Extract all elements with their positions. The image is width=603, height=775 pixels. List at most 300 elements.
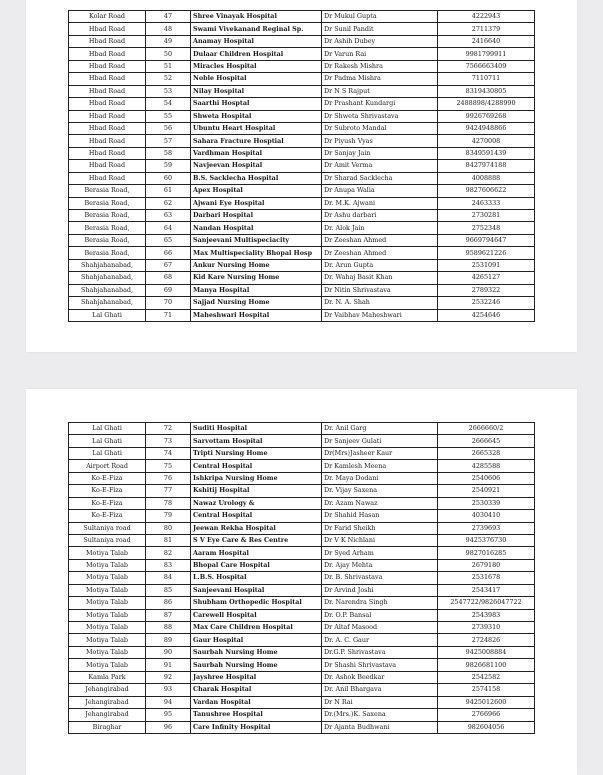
- phone-number-cell: 2531091: [438, 259, 535, 271]
- hospital-name-cell: Anamay Hospital: [191, 35, 322, 47]
- area-cell: Hbad Road: [69, 73, 146, 85]
- area-cell: Lal Ghati: [69, 423, 146, 435]
- doctor-name-cell: Dr Shahid Hasan: [322, 510, 438, 522]
- area-cell: Hbad Road: [69, 98, 146, 110]
- hospital-name-cell: Swami Vivekanand Reginal Sp.: [191, 23, 322, 35]
- area-cell: Lal Ghati: [69, 435, 146, 447]
- table-row: [69, 309, 535, 321]
- phone-number-cell: 2766966: [438, 709, 535, 721]
- phone-number-cell: 9425376730: [438, 534, 535, 546]
- table-row: [69, 222, 535, 234]
- hospital-name-cell: Jeewan Rekha Hospital: [191, 522, 322, 534]
- phone-number-cell: 2540606: [438, 472, 535, 484]
- area-cell: Motiya Talab: [69, 659, 146, 671]
- hospital-table-1: [68, 10, 535, 322]
- doctor-name-cell: Dr Vaibhav Maheshwari: [322, 309, 438, 321]
- doctor-name-cell: Dr. B. Shrivastava: [322, 572, 438, 584]
- doctor-name-cell: Dr Ajanta Budhwani: [322, 721, 438, 733]
- area-cell: Berasia Road,: [69, 197, 146, 209]
- serial-number-cell: 95: [146, 709, 191, 721]
- doctor-name-cell: Dr Prashant Kundargi: [322, 98, 438, 110]
- area-cell: Kolar Road: [69, 11, 146, 23]
- doctor-name-cell: Dr. Narendra Singh: [322, 597, 438, 609]
- phone-number-cell: 4008888: [438, 172, 535, 184]
- hospital-name-cell: Noble Hospital: [191, 73, 322, 85]
- table-row: [69, 247, 535, 259]
- serial-number-cell: 47: [146, 11, 191, 23]
- area-cell: Motiya Talab: [69, 597, 146, 609]
- phone-number-cell: 4265127: [438, 272, 535, 284]
- doctor-name-cell: Dr. A. C. Gaur: [322, 634, 438, 646]
- serial-number-cell: 59: [146, 160, 191, 172]
- serial-number-cell: 82: [146, 547, 191, 559]
- table-row: [69, 135, 535, 147]
- table-row: [69, 23, 535, 35]
- area-cell: Motiya Talab: [69, 622, 146, 634]
- table-row: [69, 709, 535, 721]
- area-cell: Berasia Road,: [69, 234, 146, 246]
- doctor-name-cell: Dr. M.K. Ajwani: [322, 197, 438, 209]
- serial-number-cell: 77: [146, 485, 191, 497]
- serial-number-cell: 93: [146, 684, 191, 696]
- phone-number-cell: 2666645: [438, 435, 535, 447]
- table-row: [69, 147, 535, 159]
- area-cell: Hbad Road: [69, 85, 146, 97]
- phone-number-cell: 7110711: [438, 73, 535, 85]
- phone-number-cell: 4270008: [438, 135, 535, 147]
- serial-number-cell: 76: [146, 472, 191, 484]
- serial-number-cell: 87: [146, 609, 191, 621]
- doctor-name-cell: Dr Subroto Mandal: [322, 122, 438, 134]
- doctor-name-cell: Dr N S Rajput: [322, 85, 438, 97]
- hospital-name-cell: B.S. Sacklecha Hospital: [191, 172, 322, 184]
- area-cell: Motiya Talab: [69, 547, 146, 559]
- table-row: [69, 73, 535, 85]
- table-row: [69, 35, 535, 47]
- phone-number-cell: 2730281: [438, 210, 535, 222]
- phone-number-cell: 2724826: [438, 634, 535, 646]
- hospital-name-cell: Aaram Hospital: [191, 547, 322, 559]
- doctor-name-cell: Dr N Rai: [322, 696, 438, 708]
- serial-number-cell: 69: [146, 284, 191, 296]
- hospital-name-cell: S V Eye Care & Res Centre: [191, 534, 322, 546]
- area-cell: Hbad Road: [69, 122, 146, 134]
- hospital-name-cell: Shubham Orthopedic Hospital: [191, 597, 322, 609]
- area-cell: Motiya Talab: [69, 646, 146, 658]
- serial-number-cell: 74: [146, 447, 191, 459]
- phone-number-cell: 9425012600: [438, 696, 535, 708]
- doctor-name-cell: Dr Syed Arham: [322, 547, 438, 559]
- phone-number-cell: 4254646: [438, 309, 535, 321]
- serial-number-cell: 88: [146, 622, 191, 634]
- serial-number-cell: 68: [146, 272, 191, 284]
- table-row: [69, 210, 535, 222]
- phone-number-cell: 9826681100: [438, 659, 535, 671]
- doctor-name-cell: Dr Padma Mishra: [322, 73, 438, 85]
- hospital-name-cell: Central Hospital: [191, 460, 322, 472]
- phone-number-cell: 8349591439: [438, 147, 535, 159]
- hospital-name-cell: Gaur Hospital: [191, 634, 322, 646]
- table-row: [69, 559, 535, 571]
- table-row: [69, 622, 535, 634]
- area-cell: Hbad Road: [69, 160, 146, 172]
- doctor-name-cell: Dr Kamlesh Meena: [322, 460, 438, 472]
- doctor-name-cell: Dr Rakesh Mishra: [322, 60, 438, 72]
- area-cell: Hbad Road: [69, 35, 146, 47]
- serial-number-cell: 62: [146, 197, 191, 209]
- phone-number-cell: 2789322: [438, 284, 535, 296]
- hospital-name-cell: Jayshree Hospital: [191, 671, 322, 683]
- area-cell: Berasia Road,: [69, 247, 146, 259]
- phone-number-cell: 2532246: [438, 297, 535, 309]
- serial-number-cell: 75: [146, 460, 191, 472]
- hospital-name-cell: Nawaz Urology &: [191, 497, 322, 509]
- serial-number-cell: 48: [146, 23, 191, 35]
- serial-number-cell: 58: [146, 147, 191, 159]
- doctor-name-cell: Dr. Ajay Mehta: [322, 559, 438, 571]
- hospital-name-cell: Care Infinity Hospital: [191, 721, 322, 733]
- hospital-name-cell: Bhopal Care Hospital: [191, 559, 322, 571]
- doctor-name-cell: Dr V K Nichlani: [322, 534, 438, 546]
- area-cell: Ko-E-Fiza: [69, 497, 146, 509]
- doctor-name-cell: Dr.G.P. Shrivastava: [322, 646, 438, 658]
- area-cell: Jehangirabad: [69, 696, 146, 708]
- doctor-name-cell: Dr Sharad Sacklecha: [322, 172, 438, 184]
- phone-number-cell: 4285588: [438, 460, 535, 472]
- phone-number-cell: 9827606622: [438, 185, 535, 197]
- hospital-name-cell: Ajwani Eye Hospital: [191, 197, 322, 209]
- area-cell: Kamla Park: [69, 671, 146, 683]
- doctor-name-cell: Dr(Mrs)Jasheer Kaur: [322, 447, 438, 459]
- area-cell: Sultaniya road: [69, 522, 146, 534]
- phone-number-cell: 2739693: [438, 522, 535, 534]
- table-row: [69, 609, 535, 621]
- doctor-name-cell: Dr. Wahaj Basit Khan: [322, 272, 438, 284]
- phone-number-cell: 7566663409: [438, 60, 535, 72]
- serial-number-cell: 64: [146, 222, 191, 234]
- table-row: [69, 284, 535, 296]
- hospital-name-cell: Max Care Children Hospital: [191, 622, 322, 634]
- area-cell: Jehangirabad: [69, 709, 146, 721]
- hospital-table-2: [68, 422, 535, 734]
- hospital-name-cell: Carewell Hospital: [191, 609, 322, 621]
- area-cell: Hbad Road: [69, 60, 146, 72]
- table-row: [69, 272, 535, 284]
- area-cell: Biraghar: [69, 721, 146, 733]
- area-cell: Berasia Road,: [69, 222, 146, 234]
- phone-number-cell: 2488898/4288990: [438, 98, 535, 110]
- doctor-name-cell: Dr Piyush Vyas: [322, 135, 438, 147]
- table-row: [69, 435, 535, 447]
- serial-number-cell: 71: [146, 309, 191, 321]
- doctor-name-cell: Dr Zeeshan Ahmed: [322, 247, 438, 259]
- table-row: [69, 423, 535, 435]
- table-row: [69, 522, 535, 534]
- area-cell: Hbad Road: [69, 23, 146, 35]
- table-row: [69, 110, 535, 122]
- hospital-name-cell: Charak Hospital: [191, 684, 322, 696]
- hospital-name-cell: Ubuntu Heart Hospital: [191, 122, 322, 134]
- doctor-name-cell: Dr. Anil Bhargava: [322, 684, 438, 696]
- hospital-name-cell: Max Multispeciality Bhopal Hosp: [191, 247, 322, 259]
- serial-number-cell: 78: [146, 497, 191, 509]
- phone-number-cell: 9981799911: [438, 48, 535, 60]
- phone-number-cell: 2711379: [438, 23, 535, 35]
- phone-number-cell: 2543983: [438, 609, 535, 621]
- table-row: [69, 659, 535, 671]
- serial-number-cell: 85: [146, 584, 191, 596]
- area-cell: Ko-E-Fiza: [69, 472, 146, 484]
- doctor-name-cell: Dr. N. A. Shah: [322, 297, 438, 309]
- serial-number-cell: 94: [146, 696, 191, 708]
- table-row: [69, 671, 535, 683]
- doctor-name-cell: Dr Shweta Shrivastava: [322, 110, 438, 122]
- table-row: [69, 98, 535, 110]
- serial-number-cell: 55: [146, 110, 191, 122]
- document-page-2: [26, 389, 577, 775]
- hospital-name-cell: Nilay Hospital: [191, 85, 322, 97]
- doctor-name-cell: Dr Varun Rai: [322, 48, 438, 60]
- table-row: [69, 721, 535, 733]
- serial-number-cell: 53: [146, 85, 191, 97]
- area-cell: Sultaniya road: [69, 534, 146, 546]
- phone-number-cell: 9669794647: [438, 234, 535, 246]
- table-row: [69, 48, 535, 60]
- hospital-name-cell: Tanushree Hospital: [191, 709, 322, 721]
- phone-number-cell: 8427974188: [438, 160, 535, 172]
- area-cell: Shahjahanabad,: [69, 284, 146, 296]
- area-cell: Airport Road: [69, 460, 146, 472]
- phone-number-cell: 9926769268: [438, 110, 535, 122]
- table-row: [69, 547, 535, 559]
- hospital-name-cell: Sanjeevani Multispeciacity: [191, 234, 322, 246]
- doctor-name-cell: Dr. Azam Nawaz: [322, 497, 438, 509]
- doctor-name-cell: Dr Altaf Masood: [322, 622, 438, 634]
- phone-number-cell: 4030410: [438, 510, 535, 522]
- document-page-1: [26, 0, 577, 352]
- table-row: [69, 634, 535, 646]
- table-row: [69, 11, 535, 23]
- area-cell: Shahjahanabad,: [69, 272, 146, 284]
- hospital-name-cell: Sahara Fracture Hosptial: [191, 135, 322, 147]
- area-cell: Shahjahanabad,: [69, 259, 146, 271]
- phone-number-cell: 2531678: [438, 572, 535, 584]
- hospital-name-cell: Tripti Nursing Home: [191, 447, 322, 459]
- doctor-name-cell: Dr. O.P. Bansal: [322, 609, 438, 621]
- table-row: [69, 234, 535, 246]
- serial-number-cell: 89: [146, 634, 191, 646]
- serial-number-cell: 73: [146, 435, 191, 447]
- phone-number-cell: 2679180: [438, 559, 535, 571]
- serial-number-cell: 65: [146, 234, 191, 246]
- phone-number-cell: 2574158: [438, 684, 535, 696]
- doctor-name-cell: Dr Nitin Shrivastava: [322, 284, 438, 296]
- hospital-name-cell: Manya Hospital: [191, 284, 322, 296]
- doctor-name-cell: Dr Shashi Shrivastava: [322, 659, 438, 671]
- phone-number-cell: 2547722/9826047722: [438, 597, 535, 609]
- serial-number-cell: 67: [146, 259, 191, 271]
- table-row: [69, 584, 535, 596]
- phone-number-cell: 982604056: [438, 721, 535, 733]
- serial-number-cell: 83: [146, 559, 191, 571]
- doctor-name-cell: Dr Arvind Joshi: [322, 584, 438, 596]
- hospital-name-cell: Maheshwari Hospital: [191, 309, 322, 321]
- doctor-name-cell: Dr. Vijay Saxena: [322, 485, 438, 497]
- area-cell: Hbad Road: [69, 135, 146, 147]
- doctor-name-cell: Dr Mukul Gupta: [322, 11, 438, 23]
- serial-number-cell: 92: [146, 671, 191, 683]
- area-cell: Motiya Talab: [69, 572, 146, 584]
- doctor-name-cell: Dr Sunil Pandit: [322, 23, 438, 35]
- area-cell: Lal Ghati: [69, 447, 146, 459]
- doctor-name-cell: Dr Ashih Dubey: [322, 35, 438, 47]
- hospital-name-cell: Saurbah Nursing Home: [191, 646, 322, 658]
- phone-number-cell: 2416640: [438, 35, 535, 47]
- table-row: [69, 297, 535, 309]
- area-cell: Motiya Talab: [69, 559, 146, 571]
- table-row: [69, 185, 535, 197]
- table-row: [69, 122, 535, 134]
- area-cell: Hbad Road: [69, 48, 146, 60]
- hospital-name-cell: Dulaar Children Hospital: [191, 48, 322, 60]
- area-cell: Hbad Road: [69, 147, 146, 159]
- table-row: [69, 160, 535, 172]
- area-cell: Shahjahanabad,: [69, 297, 146, 309]
- doctor-name-cell: Dr. Arun Gupta: [322, 259, 438, 271]
- serial-number-cell: 90: [146, 646, 191, 658]
- phone-number-cell: 2543417: [438, 584, 535, 596]
- hospital-name-cell: Kid Kare Nursing Home: [191, 272, 322, 284]
- phone-number-cell: 9424948866: [438, 122, 535, 134]
- hospital-name-cell: Darbari Hospital: [191, 210, 322, 222]
- area-cell: Motiya Talab: [69, 634, 146, 646]
- serial-number-cell: 66: [146, 247, 191, 259]
- doctor-name-cell: Dr Amit Verma: [322, 160, 438, 172]
- doctor-name-cell: Dr.(Mrs.)K. Saxena: [322, 709, 438, 721]
- hospital-name-cell: Shweta Hospital: [191, 110, 322, 122]
- serial-number-cell: 63: [146, 210, 191, 222]
- hospital-name-cell: Saarthi Hosptal: [191, 98, 322, 110]
- serial-number-cell: 50: [146, 48, 191, 60]
- hospital-name-cell: Miracles Hospital: [191, 60, 322, 72]
- phone-number-cell: 2463333: [438, 197, 535, 209]
- phone-number-cell: 2530339: [438, 497, 535, 509]
- serial-number-cell: 49: [146, 35, 191, 47]
- hospital-name-cell: Ishkripa Nursing Home: [191, 472, 322, 484]
- serial-number-cell: 60: [146, 172, 191, 184]
- table-row: [69, 510, 535, 522]
- hospital-name-cell: Vardan Hospital: [191, 696, 322, 708]
- serial-number-cell: 61: [146, 185, 191, 197]
- table-row: [69, 85, 535, 97]
- serial-number-cell: 70: [146, 297, 191, 309]
- area-cell: Lal Ghati: [69, 309, 146, 321]
- area-cell: Ko-E-Fiza: [69, 485, 146, 497]
- hospital-name-cell: Vardhman Hospital: [191, 147, 322, 159]
- area-cell: Hbad Road: [69, 172, 146, 184]
- table-row: [69, 572, 535, 584]
- table-row: [69, 696, 535, 708]
- area-cell: Berasia Road,: [69, 210, 146, 222]
- phone-number-cell: 8319430805: [438, 85, 535, 97]
- hospital-name-cell: Kshitij Hospital: [191, 485, 322, 497]
- table-row: [69, 485, 535, 497]
- doctor-name-cell: Dr. Ashok Beedkar: [322, 671, 438, 683]
- serial-number-cell: 81: [146, 534, 191, 546]
- hospital-name-cell: Sajjad Nursing Home: [191, 297, 322, 309]
- table-row: [69, 259, 535, 271]
- serial-number-cell: 91: [146, 659, 191, 671]
- area-cell: Motiya Talab: [69, 584, 146, 596]
- hospital-name-cell: Sanjeevani Hospital: [191, 584, 322, 596]
- doctor-name-cell: Dr Sanjeev Gulati: [322, 435, 438, 447]
- serial-number-cell: 79: [146, 510, 191, 522]
- serial-number-cell: 54: [146, 98, 191, 110]
- area-cell: Jehangirabad: [69, 684, 146, 696]
- serial-number-cell: 96: [146, 721, 191, 733]
- table-row: [69, 197, 535, 209]
- hospital-name-cell: L.B.S. Hospital: [191, 572, 322, 584]
- hospital-name-cell: Navjeevan Hospital: [191, 160, 322, 172]
- hospital-name-cell: Ankur Nursing Home: [191, 259, 322, 271]
- phone-number-cell: 2752348: [438, 222, 535, 234]
- phone-number-cell: 2542582: [438, 671, 535, 683]
- table-row: [69, 497, 535, 509]
- serial-number-cell: 72: [146, 423, 191, 435]
- serial-number-cell: 56: [146, 122, 191, 134]
- serial-number-cell: 86: [146, 597, 191, 609]
- area-cell: Ko-E-Fiza: [69, 510, 146, 522]
- phone-number-cell: 2540921: [438, 485, 535, 497]
- hospital-name-cell: Saurbah Nursing Home: [191, 659, 322, 671]
- phone-number-cell: 9589621226: [438, 247, 535, 259]
- area-cell: Motiya Talab: [69, 609, 146, 621]
- hospital-name-cell: Nandan Hospital: [191, 222, 322, 234]
- doctor-name-cell: Dr. Maya Dodani: [322, 472, 438, 484]
- doctor-name-cell: Dr Sanjay Jain: [322, 147, 438, 159]
- doctor-name-cell: Dr. Alok Jain: [322, 222, 438, 234]
- table-row: [69, 447, 535, 459]
- serial-number-cell: 80: [146, 522, 191, 534]
- table-row: [69, 60, 535, 72]
- serial-number-cell: 57: [146, 135, 191, 147]
- phone-number-cell: 9827016285: [438, 547, 535, 559]
- table-row: [69, 684, 535, 696]
- doctor-name-cell: Dr Farid Sheikh: [322, 522, 438, 534]
- table-row: [69, 597, 535, 609]
- hospital-name-cell: Central Hospital: [191, 510, 322, 522]
- hospital-name-cell: Suditi Hospital: [191, 423, 322, 435]
- serial-number-cell: 84: [146, 572, 191, 584]
- hospital-name-cell: Shree Vinayak Hospital: [191, 11, 322, 23]
- serial-number-cell: 52: [146, 73, 191, 85]
- table-row: [69, 534, 535, 546]
- phone-number-cell: 2666660/2: [438, 423, 535, 435]
- hospital-name-cell: Apex Hospital: [191, 185, 322, 197]
- phone-number-cell: 9425008884: [438, 646, 535, 658]
- table-row: [69, 460, 535, 472]
- doctor-name-cell: Dr. Anil Garg: [322, 423, 438, 435]
- area-cell: Hbad Road: [69, 110, 146, 122]
- phone-number-cell: 2739310: [438, 622, 535, 634]
- table-row: [69, 472, 535, 484]
- doctor-name-cell: Dr Ashu darbari: [322, 210, 438, 222]
- table-row: [69, 646, 535, 658]
- phone-number-cell: 2665328: [438, 447, 535, 459]
- hospital-name-cell: Sarvottam Hospital: [191, 435, 322, 447]
- area-cell: Berasia Road,: [69, 185, 146, 197]
- serial-number-cell: 51: [146, 60, 191, 72]
